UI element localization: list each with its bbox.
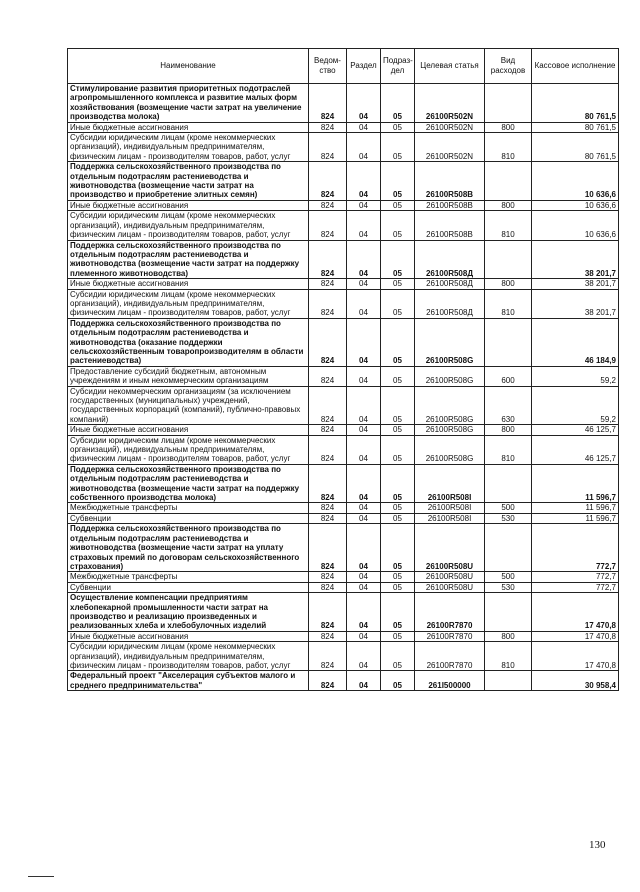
- cell-section: 04: [347, 435, 381, 464]
- cell-dept: 824: [309, 513, 347, 523]
- footer-line: [28, 876, 54, 877]
- cell-name: Субсидии юридическим лицам (кроме некоммерческих организаций), индивидуальным предпринимателям, физическим лицам - производителям товаров, работ, услуг: [68, 289, 309, 318]
- cell-section: 04: [347, 386, 381, 425]
- cell-subsection: 05: [381, 162, 415, 201]
- cell-type: 500: [485, 572, 532, 582]
- cell-dept: 824: [309, 289, 347, 318]
- cell-name: Иные бюджетные ассигнования: [68, 122, 309, 132]
- cell-target: 26100R508Д: [415, 240, 485, 279]
- cell-name: Субсидии юридическим лицам (кроме некоммерческих организаций), индивидуальным предпринимателям, физическим лицам - производителям товаров, работ, услуг: [68, 133, 309, 162]
- cell-name: Межбюджетные трансферты: [68, 572, 309, 582]
- cell-subsection: 05: [381, 279, 415, 289]
- cell-target: 26100R508G: [415, 435, 485, 464]
- cell-amount: 772,7: [532, 582, 619, 592]
- cell-name: Иные бюджетные ассигнования: [68, 425, 309, 435]
- cell-amount: 38 201,7: [532, 279, 619, 289]
- table-row: [68, 503, 619, 513]
- cell-type: [485, 84, 532, 123]
- cell-dept: 824: [309, 572, 347, 582]
- cell-name: Иные бюджетные ассигнования: [68, 279, 309, 289]
- cell-name: Межбюджетные трансферты: [68, 503, 309, 513]
- cell-name: Поддержка сельскохозяйственного производства по отдельным подотраслям растениеводства и животноводства (возмещение части затрат на производство и приобретение элитных семян): [68, 162, 309, 201]
- cell-type: 500: [485, 503, 532, 513]
- cell-subsection: 05: [381, 642, 415, 671]
- table-row: [68, 318, 619, 366]
- cell-section: 04: [347, 631, 381, 641]
- cell-type: 530: [485, 582, 532, 592]
- cell-target: 26100R508Д: [415, 289, 485, 318]
- cell-subsection: 05: [381, 318, 415, 366]
- cell-type: 800: [485, 631, 532, 641]
- cell-name: Предоставление субсидий бюджетным, автономным учреждениям и иным некоммерческим организациям: [68, 366, 309, 386]
- cell-name: Поддержка сельскохозяйственного производства по отдельным подотраслям растениеводства и животноводства (возмещение части затрат на уплату страховых премий по договорам сельскохозяйственного страхования): [68, 524, 309, 572]
- table-row: [68, 425, 619, 435]
- cell-type: 530: [485, 513, 532, 523]
- cell-name: Поддержка сельскохозяйственного производства по отдельным подотраслям растениеводства и животноводства (оказание поддержки сельскохозяйственным товаропроизводителям в области растениеводства): [68, 318, 309, 366]
- header-section: Раздел: [347, 49, 381, 84]
- cell-section: 04: [347, 240, 381, 279]
- header-name: Наименование: [68, 49, 309, 84]
- cell-type: [485, 593, 532, 632]
- cell-target: 26100R508B: [415, 162, 485, 201]
- table-row: [68, 386, 619, 425]
- cell-amount: 17 470,8: [532, 642, 619, 671]
- cell-subsection: 05: [381, 631, 415, 641]
- cell-amount: 11 596,7: [532, 464, 619, 503]
- cell-section: 04: [347, 524, 381, 572]
- cell-dept: 824: [309, 642, 347, 671]
- cell-target: 26100R508U: [415, 572, 485, 582]
- cell-section: 04: [347, 593, 381, 632]
- cell-type: [485, 318, 532, 366]
- cell-dept: 824: [309, 133, 347, 162]
- cell-name: Поддержка сельскохозяйственного производства по отдельным подотраслям растениеводства и животноводства (возмещение части затрат на поддержку собственного производства молока): [68, 464, 309, 503]
- cell-section: 04: [347, 425, 381, 435]
- cell-section: 04: [347, 279, 381, 289]
- cell-amount: 46 125,7: [532, 435, 619, 464]
- cell-target: 26100R7870: [415, 593, 485, 632]
- cell-name: Субсидии некоммерческим организациям (за исключением государственных (муниципальных) учреждений, государственных корпораций (компаний), публично-правовых компаний): [68, 386, 309, 425]
- cell-name: Иные бюджетные ассигнования: [68, 200, 309, 210]
- cell-type: 600: [485, 366, 532, 386]
- cell-target: 26100R7870: [415, 631, 485, 641]
- cell-amount: 17 470,8: [532, 631, 619, 641]
- cell-subsection: 05: [381, 464, 415, 503]
- cell-section: 04: [347, 122, 381, 132]
- cell-type: 800: [485, 200, 532, 210]
- cell-dept: 824: [309, 435, 347, 464]
- table-row: [68, 435, 619, 464]
- cell-amount: 10 636,6: [532, 200, 619, 210]
- cell-dept: 824: [309, 366, 347, 386]
- cell-type: 800: [485, 122, 532, 132]
- cell-section: 04: [347, 671, 381, 691]
- cell-dept: 824: [309, 671, 347, 691]
- cell-type: [485, 162, 532, 201]
- cell-section: 04: [347, 513, 381, 523]
- table-row: [68, 200, 619, 210]
- header-amount: Кассовое исполнение: [532, 49, 619, 84]
- budget-table: [67, 48, 619, 691]
- cell-name: Субвенции: [68, 513, 309, 523]
- cell-dept: 824: [309, 318, 347, 366]
- cell-subsection: 05: [381, 211, 415, 240]
- cell-section: 04: [347, 133, 381, 162]
- cell-dept: 824: [309, 464, 347, 503]
- cell-section: 04: [347, 318, 381, 366]
- cell-type: 810: [485, 642, 532, 671]
- cell-name: Субсидии юридическим лицам (кроме некоммерческих организаций), индивидуальным предпринимателям, физическим лицам - производителям товаров, работ, услуг: [68, 211, 309, 240]
- header-type: Вид расходов: [485, 49, 532, 84]
- cell-type: [485, 464, 532, 503]
- cell-dept: 824: [309, 524, 347, 572]
- cell-target: 26100R508Д: [415, 279, 485, 289]
- cell-target: 26100R508B: [415, 211, 485, 240]
- cell-section: 04: [347, 582, 381, 592]
- header-subsection: Подраз-дел: [381, 49, 415, 84]
- cell-amount: 772,7: [532, 524, 619, 572]
- cell-name: Федеральный проект "Акселерация субъектов малого и среднего предпринимательства": [68, 671, 309, 691]
- cell-amount: 10 636,6: [532, 211, 619, 240]
- cell-type: 810: [485, 435, 532, 464]
- cell-section: 04: [347, 464, 381, 503]
- cell-amount: 30 958,4: [532, 671, 619, 691]
- cell-subsection: 05: [381, 435, 415, 464]
- cell-amount: 17 470,8: [532, 593, 619, 632]
- cell-section: 04: [347, 211, 381, 240]
- cell-amount: 38 201,7: [532, 240, 619, 279]
- table-row: [68, 84, 619, 123]
- cell-name: Субсидии юридическим лицам (кроме некоммерческих организаций), индивидуальным предпринимателям, физическим лицам - производителям товаров, работ, услуг: [68, 642, 309, 671]
- cell-dept: 824: [309, 122, 347, 132]
- cell-dept: 824: [309, 200, 347, 210]
- cell-amount: 59,2: [532, 366, 619, 386]
- cell-subsection: 05: [381, 133, 415, 162]
- table-row: [68, 464, 619, 503]
- cell-target: 26100R502N: [415, 84, 485, 123]
- table-row: [68, 122, 619, 132]
- table-row: [68, 631, 619, 641]
- cell-section: 04: [347, 366, 381, 386]
- cell-target: 26100R508U: [415, 524, 485, 572]
- header-dept: Ведом-ство: [309, 49, 347, 84]
- cell-name: Субсидии юридическим лицам (кроме некоммерческих организаций), индивидуальным предпринимателям, физическим лицам - производителям товаров, работ, услуг: [68, 435, 309, 464]
- cell-amount: 11 596,7: [532, 513, 619, 523]
- cell-target: 26100R508G: [415, 425, 485, 435]
- cell-amount: 38 201,7: [532, 289, 619, 318]
- cell-section: 04: [347, 200, 381, 210]
- cell-name: Стимулирование развития приоритетных подотраслей агропромышленного комплекса и развитие малых форм хозяйствования (возмещение части затрат на увеличение производства молока): [68, 84, 309, 123]
- cell-target: 26100R508G: [415, 318, 485, 366]
- table-row: [68, 582, 619, 592]
- cell-subsection: 05: [381, 386, 415, 425]
- table-row: [68, 289, 619, 318]
- cell-dept: 824: [309, 386, 347, 425]
- table-row: [68, 642, 619, 671]
- table-row: [68, 133, 619, 162]
- cell-dept: 824: [309, 503, 347, 513]
- cell-dept: 824: [309, 211, 347, 240]
- cell-target: 26100R508G: [415, 386, 485, 425]
- cell-target: 261I500000: [415, 671, 485, 691]
- cell-dept: 824: [309, 593, 347, 632]
- table-row: [68, 240, 619, 279]
- cell-target: 26100R502N: [415, 122, 485, 132]
- table-row: [68, 593, 619, 632]
- cell-dept: 824: [309, 582, 347, 592]
- cell-dept: 824: [309, 631, 347, 641]
- cell-section: 04: [347, 503, 381, 513]
- cell-subsection: 05: [381, 503, 415, 513]
- table-header-row: [68, 49, 619, 84]
- cell-subsection: 05: [381, 289, 415, 318]
- cell-subsection: 05: [381, 366, 415, 386]
- cell-section: 04: [347, 289, 381, 318]
- cell-section: 04: [347, 162, 381, 201]
- cell-dept: 824: [309, 279, 347, 289]
- cell-type: 630: [485, 386, 532, 425]
- cell-name: Поддержка сельскохозяйственного производства по отдельным подотраслям растениеводства и животноводства (возмещение части затрат на поддержку племенного животноводства): [68, 240, 309, 279]
- cell-type: 810: [485, 133, 532, 162]
- table-row: [68, 524, 619, 572]
- cell-section: 04: [347, 84, 381, 123]
- table-row: [68, 513, 619, 523]
- cell-type: 810: [485, 289, 532, 318]
- cell-subsection: 05: [381, 524, 415, 572]
- cell-target: 26100R7870: [415, 642, 485, 671]
- cell-target: 26100R508B: [415, 200, 485, 210]
- header-target: Целевая статья: [415, 49, 485, 84]
- cell-target: 26100R508I: [415, 464, 485, 503]
- cell-target: 26100R508I: [415, 503, 485, 513]
- table-row: [68, 671, 619, 691]
- table-row: [68, 279, 619, 289]
- cell-amount: 772,7: [532, 572, 619, 582]
- cell-section: 04: [347, 572, 381, 582]
- cell-section: 04: [347, 642, 381, 671]
- cell-subsection: 05: [381, 593, 415, 632]
- cell-amount: 46 125,7: [532, 425, 619, 435]
- table-row: [68, 211, 619, 240]
- page-number: 130: [589, 839, 606, 851]
- cell-amount: 46 184,9: [532, 318, 619, 366]
- cell-name: Осуществление компенсации предприятиям хлебопекарной промышленности части затрат на производство и реализацию произведенных и реализованных хлеба и хлебобулочных изделий: [68, 593, 309, 632]
- cell-amount: 11 596,7: [532, 503, 619, 513]
- cell-amount: 80 761,5: [532, 122, 619, 132]
- cell-subsection: 05: [381, 513, 415, 523]
- cell-type: 800: [485, 425, 532, 435]
- cell-subsection: 05: [381, 425, 415, 435]
- cell-amount: 80 761,5: [532, 84, 619, 123]
- cell-dept: 824: [309, 84, 347, 123]
- cell-name: Субвенции: [68, 582, 309, 592]
- cell-type: [485, 671, 532, 691]
- cell-target: 26100R502N: [415, 133, 485, 162]
- cell-subsection: 05: [381, 84, 415, 123]
- cell-dept: 824: [309, 425, 347, 435]
- cell-amount: 59,2: [532, 386, 619, 425]
- cell-target: 26100R508I: [415, 513, 485, 523]
- cell-type: 800: [485, 279, 532, 289]
- cell-type: [485, 524, 532, 572]
- cell-type: 810: [485, 211, 532, 240]
- cell-subsection: 05: [381, 582, 415, 592]
- cell-name: Иные бюджетные ассигнования: [68, 631, 309, 641]
- cell-subsection: 05: [381, 572, 415, 582]
- cell-dept: 824: [309, 162, 347, 201]
- cell-target: 26100R508G: [415, 366, 485, 386]
- cell-amount: 10 636,6: [532, 162, 619, 201]
- table-row: [68, 572, 619, 582]
- cell-subsection: 05: [381, 240, 415, 279]
- cell-subsection: 05: [381, 122, 415, 132]
- cell-dept: 824: [309, 240, 347, 279]
- table-row: [68, 366, 619, 386]
- table-row: [68, 162, 619, 201]
- cell-target: 26100R508U: [415, 582, 485, 592]
- cell-amount: 80 761,5: [532, 133, 619, 162]
- cell-subsection: 05: [381, 200, 415, 210]
- cell-subsection: 05: [381, 671, 415, 691]
- table-body: [68, 84, 619, 691]
- cell-type: [485, 240, 532, 279]
